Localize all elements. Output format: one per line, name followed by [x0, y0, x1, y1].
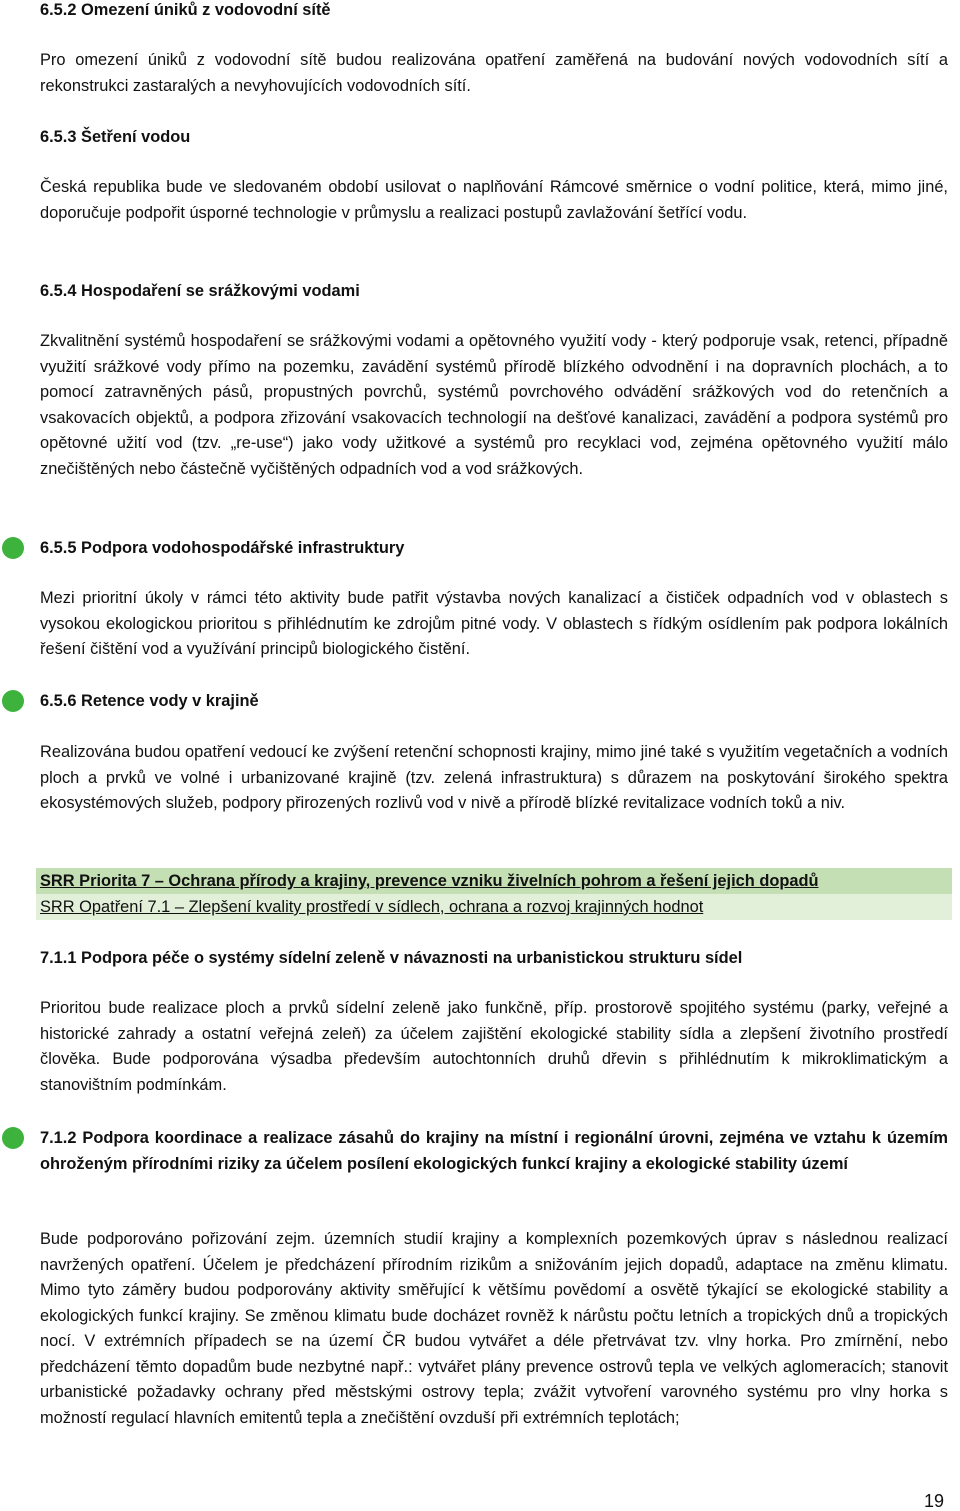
section-text-7-1-1: Prioritou bude realizace ploch a prvků sídelní zeleně jako funkčně, příp. prostorově spojitého systému (parky, veřejné a historické zahrady a ostatní veřejná zeleň) za účelem zajištění ekologické stability sídla a zlepšení životního prostředí člověka. Bude podporována výsadba především autochtonních druhů dřevin s přihlédnutím k mikroklimatickým a stanovištním podmínkám.	[40, 999, 948, 1094]
measure-title	[40, 894, 950, 920]
priority-title-text: SRR Priorita 7 – Ochrana přírody a krajiny, prevence vzniku živelních pohrom a řešení jejich dopadů	[40, 872, 819, 890]
section-text-6-5-4: Zkvalitnění systémů hospodaření se srážkovými vodami a opětovného využití vody - který podporuje vsak, retenci, případně využití srážkové vody přímo na pozemku, zavádění systémů přírodě blízkého odvodnění i na dopravních plochách, a to pomocí zatravněných pásů, propustných povrchů, systémů povrchového odvádění srážkových vod do retenčních a vsakovacích objektů, a podpora zřizování vsakovacích technologií na dešťové kanalizaci, zavádění a podpora systémů pro opětovné užití vod (tzv. „re-use“) jako vody užitkové a systémů pro recyklaci vod, zejména opětovného využití málo znečištěných nebo částečně vyčištěných odpadních vod a vod srážkových.	[40, 332, 948, 478]
section-heading-6-5-5: 6.5.5 Podpora vodohospodářské infrastruktury	[40, 539, 405, 557]
section-text-6-5-2: Pro omezení úniků z vodovodní sítě budou realizována opatření zaměřená na budování nových vodovodních sítí a rekonstrukci zastaralých a nevyhovujících vodovodních sítí.	[40, 51, 948, 95]
section-heading-6-5-3: 6.5.3 Šetření vodou	[40, 128, 191, 146]
section-text-6-5-3: Česká republika bude ve sledovaném období usilovat o naplňování Rámcové směrnice o vodní politice, která, mimo jiné, doporučuje podpořit úsporné technologie v průmyslu a realizaci postupů zavlažování šetřící vodu.	[40, 178, 948, 222]
section-heading-6-5-6: 6.5.6 Retence vody v krajině	[40, 692, 259, 710]
page-number: 19	[924, 1491, 945, 1511]
green-bullet-icon	[2, 1127, 24, 1149]
green-bullet-icon	[2, 690, 24, 712]
section-heading-7-1-2: 7.1.2 Podpora koordinace a realizace zásahů do krajiny na místní i regionální úrovni, zejména ve vztahu k územím ohroženým přírodními riziky za účelem posílení ekologických funkcí krajiny a ekologické stability území	[40, 1129, 948, 1173]
measure-title-text: SRR Opatření 7.1 – Zlepšení kvality prostředí v sídlech, ochrana a rozvoj krajinných hodnot	[40, 898, 704, 916]
section-text-6-5-6: Realizována budou opatření vedoucí ke zvýšení retenční schopnosti krajiny, mimo jiné také s využitím vegetačních a vodních ploch a prvků ve volné i urbanizované krajině (tzv. zelená infrastruktura) s důrazem na poskytování širokého spektra ekosystémových služeb, podpory přirozených rozlivů vod v nivě a přírodě blízké revitalizace vodních toků a niv.	[40, 743, 948, 812]
section-heading-6-5-4: 6.5.4 Hospodaření se srážkovými vodami	[40, 282, 360, 300]
green-bullet-icon	[2, 537, 24, 559]
section-heading-7-1-1: 7.1.1 Podpora péče o systémy sídelní zeleně v návaznosti na urbanistickou strukturu sídel	[40, 949, 743, 967]
section-text-7-1-2: Bude podporováno pořizování zejm. územních studií krajiny a komplexních pozemkových úprav s následnou realizací navržených opatření. Účelem je předcházení přírodním rizikům a snižováním jejich dopadů, adaptace na změnu klimatu. Mimo tyto záměry budou podporovány aktivity směřující k většímu povědomí a osvětě týkající se ekologické stability a ekologických funkcí krajiny. Se změnou klimatu bude docházet rovněž k nárůstu počtu letních a tropických dnů a tropických nocí. V extrémních případech se na území ČR budou vytvářet a déle přetrvávat tzv. vlny horka. Pro zmírnění, nebo předcházení těmto dopadům bude nezbytné např.: vytvářet plány prevence ostrovů tepla ve velkých aglomeracích; stanovit urbanistické požadavky ochrany před městskými ostrovy tepla; zvážit vytvoření varovného systému pro vlny horka s možností regulací hlavních emitentů tepla a znečištění ovzduší při extrémních teplotách;	[40, 1230, 948, 1427]
priority-title	[40, 868, 950, 894]
section-text-6-5-5: Mezi prioritní úkoly v rámci této aktivity bude patřit výstavba nových kanalizací a čističek odpadních vod v oblastech s vysokou ekologickou prioritou s přihlédnutím ke zdrojům pitné vody. V oblastech s řídkým osídlením pak podpora lokálních řešení čištění vod a využívání principů biologického čistění.	[40, 589, 948, 658]
section-heading-6-5-2: 6.5.2 Omezení úniků z vodovodní sítě	[40, 1, 331, 19]
